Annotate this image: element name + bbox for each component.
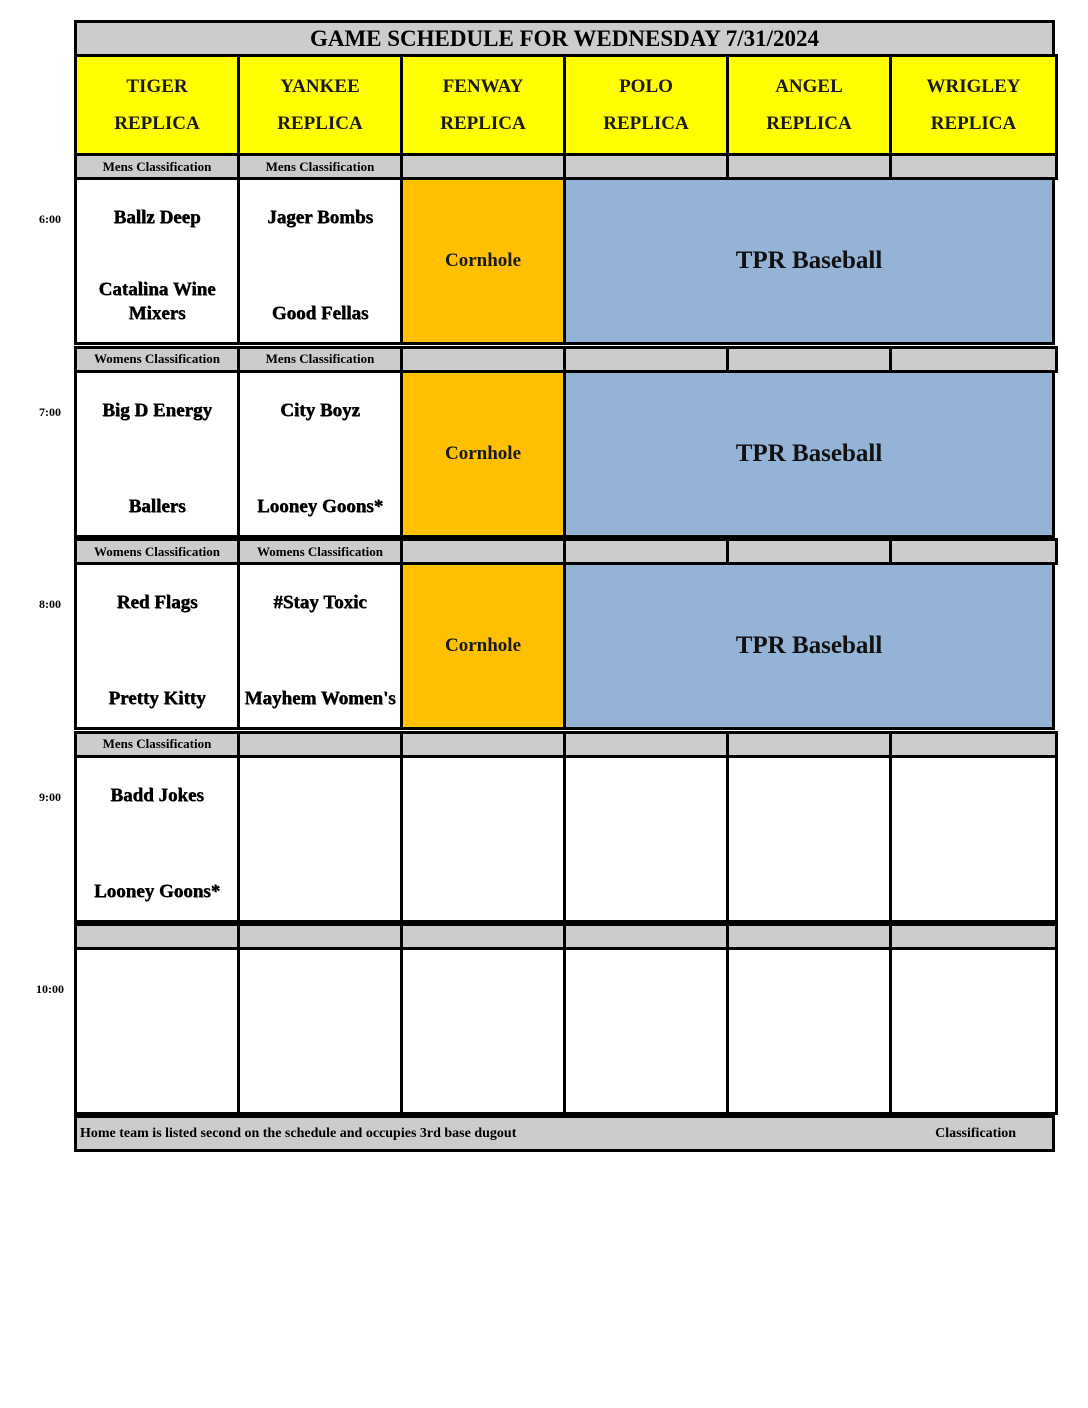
time-label: 8:00 <box>39 597 61 611</box>
classification-cell <box>400 153 566 180</box>
footer-note: Home team is listed second on the schedule and occupies 3rd base dugout <box>80 1125 517 1141</box>
classification-cell: Mens Classification <box>237 346 403 373</box>
away-team: City Boyz <box>280 399 360 421</box>
classification-cell <box>74 923 240 950</box>
classification-cell <box>726 346 892 373</box>
game-cell <box>74 562 240 730</box>
field-name: FENWAY <box>442 76 524 97</box>
field-header-wrigley <box>889 54 1058 156</box>
footer-legend: Classification <box>935 1125 1016 1141</box>
classification-cell: Womens Classification <box>74 346 240 373</box>
classification-cell <box>563 153 729 180</box>
empty-cell <box>563 755 729 923</box>
tpr-baseball-cell: TPR Baseball <box>563 177 1055 345</box>
game-cell <box>237 562 403 730</box>
classification-cell: Mens Classification <box>74 731 240 758</box>
away-team: Red Flags <box>116 592 198 613</box>
game-cell <box>237 177 403 345</box>
game-cell <box>237 370 403 538</box>
classification-cell <box>726 731 892 758</box>
footer-bar <box>74 1115 1055 1152</box>
classification-cell <box>400 346 566 373</box>
away-team: Ballz Deep <box>113 207 201 228</box>
field-sub: REPLICA <box>930 113 1017 134</box>
tpr-baseball-cell: TPR Baseball <box>563 370 1055 538</box>
classification-cell: Mens Classification <box>237 153 403 180</box>
classification-cell <box>889 346 1058 373</box>
tpr-baseball-cell: TPR Baseball <box>563 562 1055 730</box>
empty-cell <box>726 947 892 1115</box>
classification-cell <box>400 923 566 950</box>
empty-cell <box>400 755 566 923</box>
classification-cell: Womens Classification <box>237 538 403 565</box>
classification-cell <box>726 923 892 950</box>
cornhole-cell: Cornhole <box>400 177 566 345</box>
game-cell <box>74 755 240 923</box>
classification-cell <box>400 731 566 758</box>
time-label: 10:00 <box>36 982 64 996</box>
time-label: 6:00 <box>39 212 61 226</box>
home-team: Looney Goons* <box>93 880 221 902</box>
classification-cell <box>889 538 1058 565</box>
classification-cell <box>726 153 892 180</box>
classification-cell <box>400 538 566 565</box>
classification-cell <box>563 346 729 373</box>
empty-cell <box>237 947 403 1115</box>
empty-cell <box>400 947 566 1115</box>
schedule-title: GAME SCHEDULE FOR WEDNESDAY 7/31/2024 <box>74 20 1055 57</box>
game-cell <box>74 370 240 538</box>
classification-cell <box>237 923 403 950</box>
field-header-polo <box>563 54 729 156</box>
classification-cell <box>889 153 1058 180</box>
time-label: 7:00 <box>39 404 61 419</box>
field-header-tiger <box>74 54 240 156</box>
field-header-angel <box>726 54 892 156</box>
classification-cell <box>563 731 729 758</box>
empty-cell <box>237 755 403 923</box>
time-label: 9:00 <box>39 789 61 804</box>
field-header-fenway <box>400 54 566 156</box>
classification-cell: Womens Classification <box>74 538 240 565</box>
classification-cell: Mens Classification <box>74 153 240 180</box>
classification-cell <box>889 923 1058 950</box>
field-name: ANGEL <box>775 76 843 97</box>
field-sub: REPLICA <box>766 113 852 134</box>
home-team: Mayhem Women's <box>244 688 396 709</box>
field-name: YANKEE <box>280 76 360 97</box>
empty-cell <box>889 947 1058 1115</box>
away-team: #Stay Toxic <box>273 592 367 613</box>
field-name: POLO <box>619 76 673 97</box>
field-sub: REPLICA <box>440 113 526 134</box>
away-team: Badd Jokes <box>110 784 204 806</box>
field-sub: REPLICA <box>277 113 363 134</box>
field-name: TIGER <box>126 76 188 97</box>
empty-cell <box>74 947 240 1115</box>
classification-cell <box>237 731 403 758</box>
field-header-yankee <box>237 54 403 156</box>
cornhole-cell: Cornhole <box>400 562 566 730</box>
home-team: Pretty Kitty <box>108 688 206 709</box>
empty-cell <box>563 947 729 1115</box>
home-team: Catalina Wine Mixers <box>98 279 216 324</box>
classification-cell <box>889 731 1058 758</box>
home-team: Looney Goons* <box>256 495 384 517</box>
classification-cell <box>563 538 729 565</box>
classification-cell <box>563 923 729 950</box>
game-cell <box>74 177 240 345</box>
empty-cell <box>726 755 892 923</box>
away-team: Jager Bombs <box>267 207 373 228</box>
field-name: WRIGLEY <box>926 76 1021 97</box>
empty-cell <box>889 755 1058 923</box>
away-team: Big D Energy <box>102 399 212 421</box>
field-sub: REPLICA <box>603 113 689 134</box>
cornhole-cell: Cornhole <box>400 370 566 538</box>
home-team: Good Fellas <box>271 303 369 324</box>
field-sub: REPLICA <box>114 113 200 134</box>
classification-cell <box>726 538 892 565</box>
home-team: Ballers <box>128 495 186 517</box>
